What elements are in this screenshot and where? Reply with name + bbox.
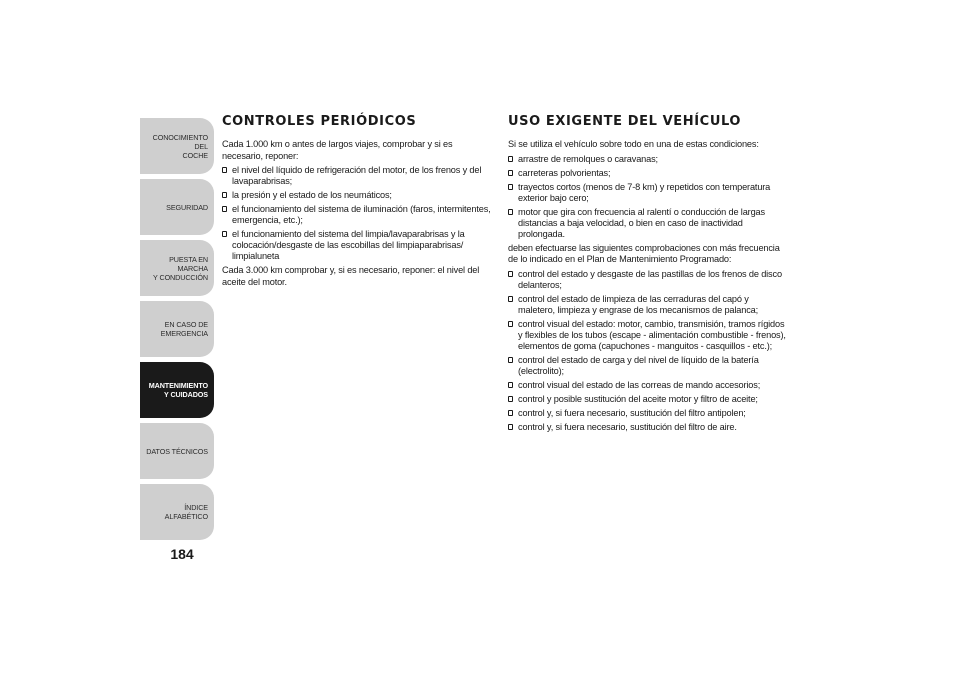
list-item: [508, 294, 788, 316]
list-item: [222, 229, 494, 262]
checkbox-bullet-icon: [508, 410, 513, 416]
tab-label: DATOS TÉCNICOS: [146, 446, 208, 456]
conditions-list: [508, 154, 788, 240]
list-item-text: trayectos cortos (menos de 7-8 km) y repetidos con temperatura exterior bajo cero;: [518, 181, 771, 203]
list-item: [222, 190, 494, 201]
list-item: [508, 154, 788, 165]
tab-mantenimiento-y-cuidados[interactable]: [140, 362, 214, 418]
list-item: [508, 207, 788, 240]
tab-label: MANTENIMIENTO Y CUIDADOS: [148, 381, 208, 399]
checkbox-bullet-icon: [508, 396, 513, 402]
intro-paragraph: Si se utiliza el vehículo sobre todo en una de estas condiciones:: [508, 139, 759, 149]
tab-label: EN CASO DE EMERGENCIA: [160, 320, 208, 338]
list-item: [508, 168, 788, 179]
bullet-list: [222, 165, 494, 262]
chapter-sidebar: [140, 118, 214, 545]
list-item-text: la presión y el estado de los neumáticos;: [232, 190, 392, 200]
list-item-text: carreteras polvorientas;: [518, 167, 611, 178]
tab-datos-tecnicos[interactable]: [140, 423, 214, 479]
checkbox-bullet-icon: [508, 424, 513, 430]
outro-paragraph: Cada 3.000 km comprobar y, si es necesario, reponer: el nivel del aceite del motor.: [222, 265, 480, 287]
list-item: [222, 165, 494, 187]
section-controles-periodicos: [222, 114, 494, 288]
list-item: [508, 319, 788, 352]
list-item-text: control y, si fuera necesario, sustitución del filtro de aire.: [518, 421, 737, 432]
list-item-text: control del estado de carga y del nivel de líquido de la batería (electrolito);: [518, 354, 759, 376]
list-item: [508, 422, 788, 433]
checkbox-bullet-icon: [508, 382, 513, 388]
list-item-text: control y, si fuera necesario, sustitución del filtro antipolen;: [518, 407, 746, 418]
list-item-text: control del estado de limpieza de las cerraduras del capó y maletero, limpieza y engrase de los mecanismos de palanca;: [518, 293, 758, 315]
tab-label: ÍNDICE ALFABÉTICO: [164, 503, 208, 521]
section-title: CONTROLES PERIÓDICOS: [222, 114, 417, 129]
tab-conocimiento-del-coche[interactable]: [140, 118, 214, 174]
checkbox-bullet-icon: [508, 271, 513, 277]
page-number: 184: [170, 546, 194, 562]
list-item-text: control visual del estado: motor, cambio, transmisión, tramos rígidos y flexibles de los tubos (escape - alimentación combustible - frenos), elementos de goma (capuchones - manguitos - casquillos - etc.);: [518, 318, 786, 351]
section-uso-exigente: [508, 114, 788, 436]
tab-puesta-en-marcha[interactable]: [140, 240, 214, 296]
checkbox-bullet-icon: [508, 296, 513, 302]
list-item-text: el nivel del líquido de refrigeración del motor, de los frenos y del lavaparabrisas;: [232, 165, 482, 186]
tab-indice-alfabetico[interactable]: [140, 484, 214, 540]
middle-paragraph: deben efectuarse las siguientes comprobaciones con más frecuencia de lo indicado en el Plan de Mantenimiento Programado:: [508, 242, 780, 264]
checkbox-bullet-icon: [222, 167, 227, 173]
checkbox-bullet-icon: [508, 184, 513, 190]
checkbox-bullet-icon: [222, 192, 227, 198]
list-item-text: control del estado y desgaste de las pastillas de los frenos de disco delanteros;: [518, 268, 782, 290]
tab-label: PUESTA EN MARCHA Y CONDUCCIÓN: [153, 254, 208, 282]
list-item: [222, 204, 494, 226]
intro-paragraph: Cada 1.000 km o antes de largos viajes, comprobar y si es necesario, reponer:: [222, 139, 453, 161]
checkbox-bullet-icon: [508, 170, 513, 176]
list-item-text: control visual del estado de las correas de mando accesorios;: [518, 379, 761, 390]
list-item-text: el funcionamiento del sistema de iluminación (faros, intermitentes, emergencia, etc.);: [232, 204, 491, 225]
checkbox-bullet-icon: [508, 209, 513, 215]
list-item: [508, 408, 788, 419]
checkbox-bullet-icon: [508, 321, 513, 327]
list-item: [508, 355, 788, 377]
tab-en-caso-de-emergencia[interactable]: [140, 301, 214, 357]
list-item-text: el funcionamiento del sistema del limpia/lavaparabrisas y la colocación/desgaste de las escobillas del limpiaparabrisas/ limpialuneta: [232, 229, 465, 261]
tab-label: SEGURIDAD: [166, 202, 208, 212]
checkbox-bullet-icon: [508, 357, 513, 363]
list-item: [508, 182, 788, 204]
checks-list: [508, 269, 788, 433]
list-item-text: control y posible sustitución del aceite motor y filtro de aceite;: [518, 393, 758, 404]
checkbox-bullet-icon: [222, 206, 227, 212]
list-item-text: motor que gira con frecuencia al ralentí o conducción de largas distancias a baja velocidad, o bien en caso de inactividad prolongada.: [518, 206, 765, 239]
list-item: [508, 394, 788, 405]
list-item-text: arrastre de remolques o caravanas;: [518, 153, 658, 164]
section-title: USO EXIGENTE DEL VEHÍCULO: [508, 114, 742, 129]
checkbox-bullet-icon: [508, 156, 513, 162]
list-item: [508, 269, 788, 291]
tab-seguridad[interactable]: [140, 179, 214, 235]
tab-label: CONOCIMIENTO DEL COCHE: [152, 132, 208, 160]
checkbox-bullet-icon: [222, 231, 227, 237]
list-item: [508, 380, 788, 391]
